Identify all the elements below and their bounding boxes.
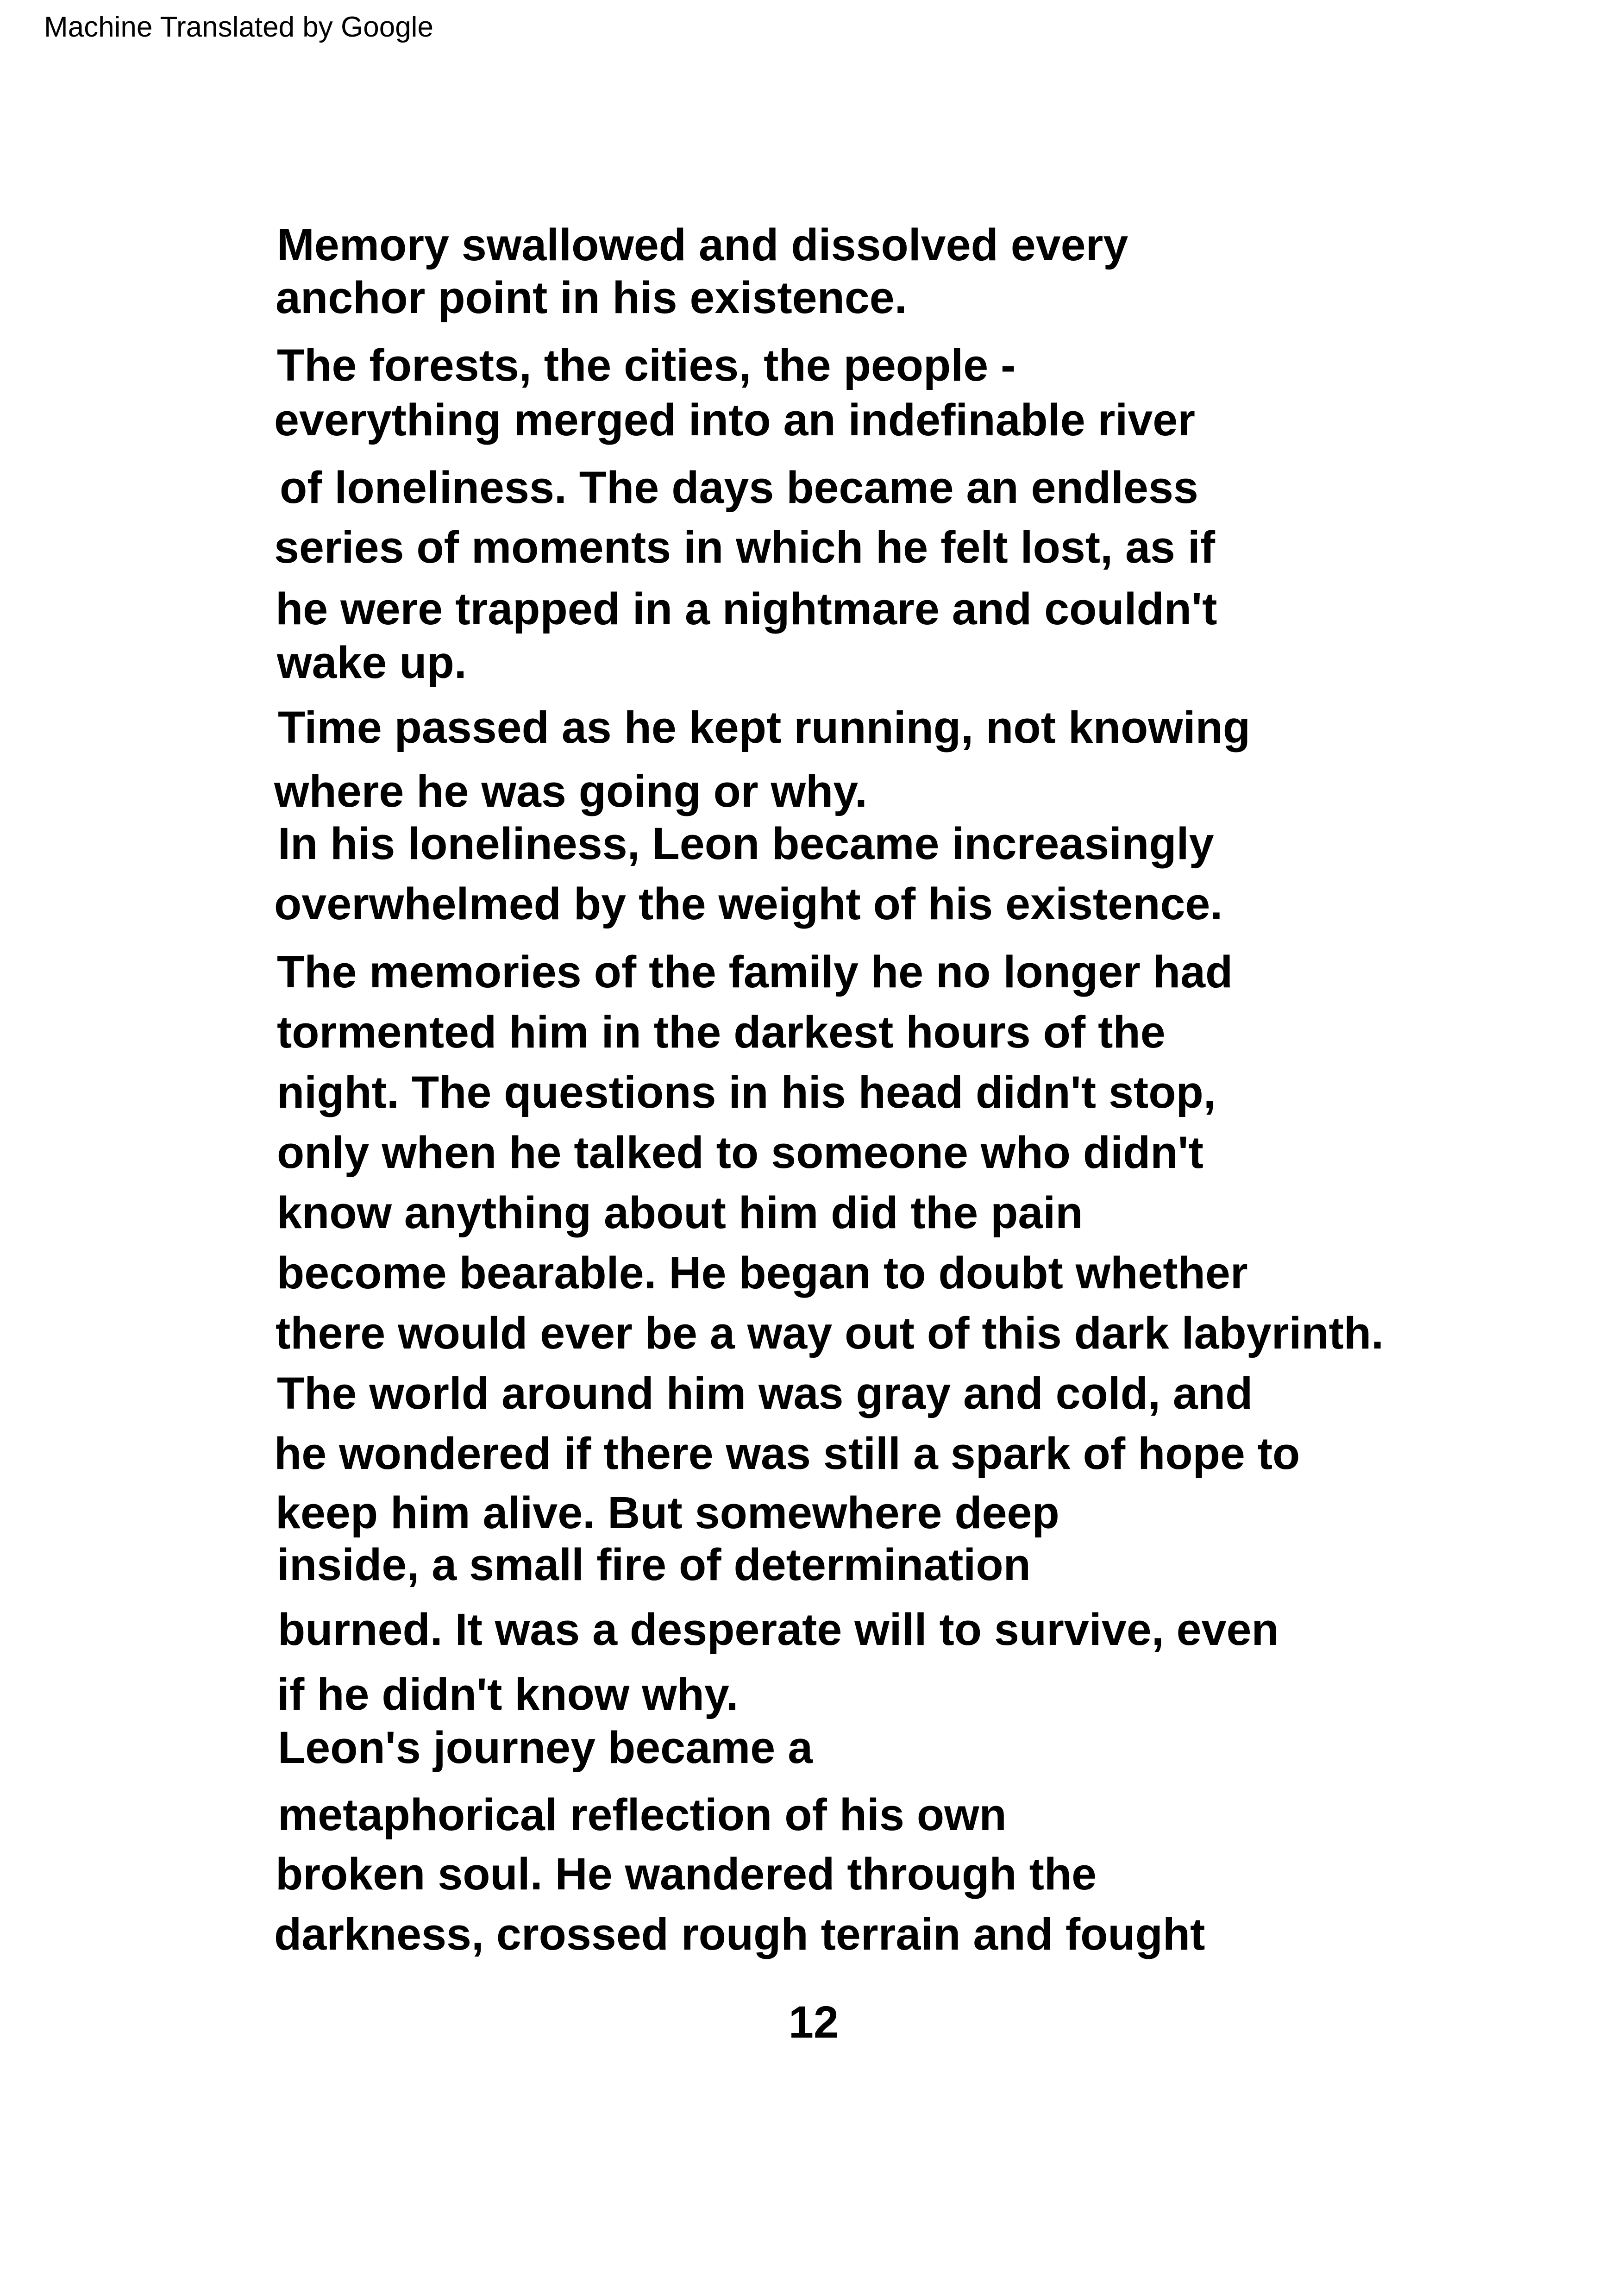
- machine-translation-banner: Machine Translated by Google: [44, 11, 433, 43]
- text-line: metaphorical reflection of his own: [278, 1789, 1007, 1840]
- text-line: where he was going or why.: [274, 766, 867, 816]
- text-line: he wondered if there was still a spark of hope to: [274, 1428, 1300, 1479]
- text-line: The forests, the cities, the people -: [277, 340, 1016, 390]
- text-line: there would ever be a way out of this dark labyrinth.: [276, 1308, 1384, 1358]
- text-line: anchor point in his existence.: [276, 272, 907, 323]
- text-line: keep him alive. But somewhere deep: [276, 1487, 1059, 1538]
- text-line: know anything about him did the pain: [277, 1187, 1083, 1238]
- text-line: Leon's journey became a: [278, 1722, 813, 1773]
- text-line: series of moments in which he felt lost, as if: [274, 522, 1216, 572]
- text-line: of loneliness. The days became an endless: [280, 462, 1198, 513]
- text-line: Time passed as he kept running, not knowing: [278, 702, 1251, 753]
- text-line: burned. It was a desperate will to survive, even: [278, 1604, 1279, 1655]
- text-line: In his loneliness, Leon became increasingly: [278, 818, 1214, 869]
- text-line: The world around him was gray and cold, and: [277, 1368, 1253, 1418]
- text-line: night. The questions in his head didn't stop,: [277, 1067, 1216, 1117]
- text-line: become bearable. He began to doubt whether: [277, 1248, 1248, 1298]
- page-number: 12: [789, 1997, 839, 2047]
- text-line: he were trapped in a nightmare and couldn't: [276, 583, 1217, 634]
- text-line: wake up.: [277, 637, 467, 688]
- text-line: Memory swallowed and dissolved every: [277, 220, 1128, 270]
- text-line: overwhelmed by the weight of his existence.: [274, 878, 1223, 929]
- text-line: broken soul. He wandered through the: [276, 1849, 1097, 1899]
- text-line: The memories of the family he no longer had: [277, 947, 1233, 997]
- text-line: darkness, crossed rough terrain and fought: [274, 1909, 1205, 1959]
- text-line: everything merged into an indefinable river: [274, 395, 1195, 445]
- text-line: only when he talked to someone who didn't: [277, 1127, 1203, 1178]
- text-line: inside, a small fire of determination: [277, 1539, 1031, 1590]
- text-line: tormented him in the darkest hours of the: [277, 1007, 1166, 1057]
- text-line: if he didn't know why.: [277, 1669, 739, 1719]
